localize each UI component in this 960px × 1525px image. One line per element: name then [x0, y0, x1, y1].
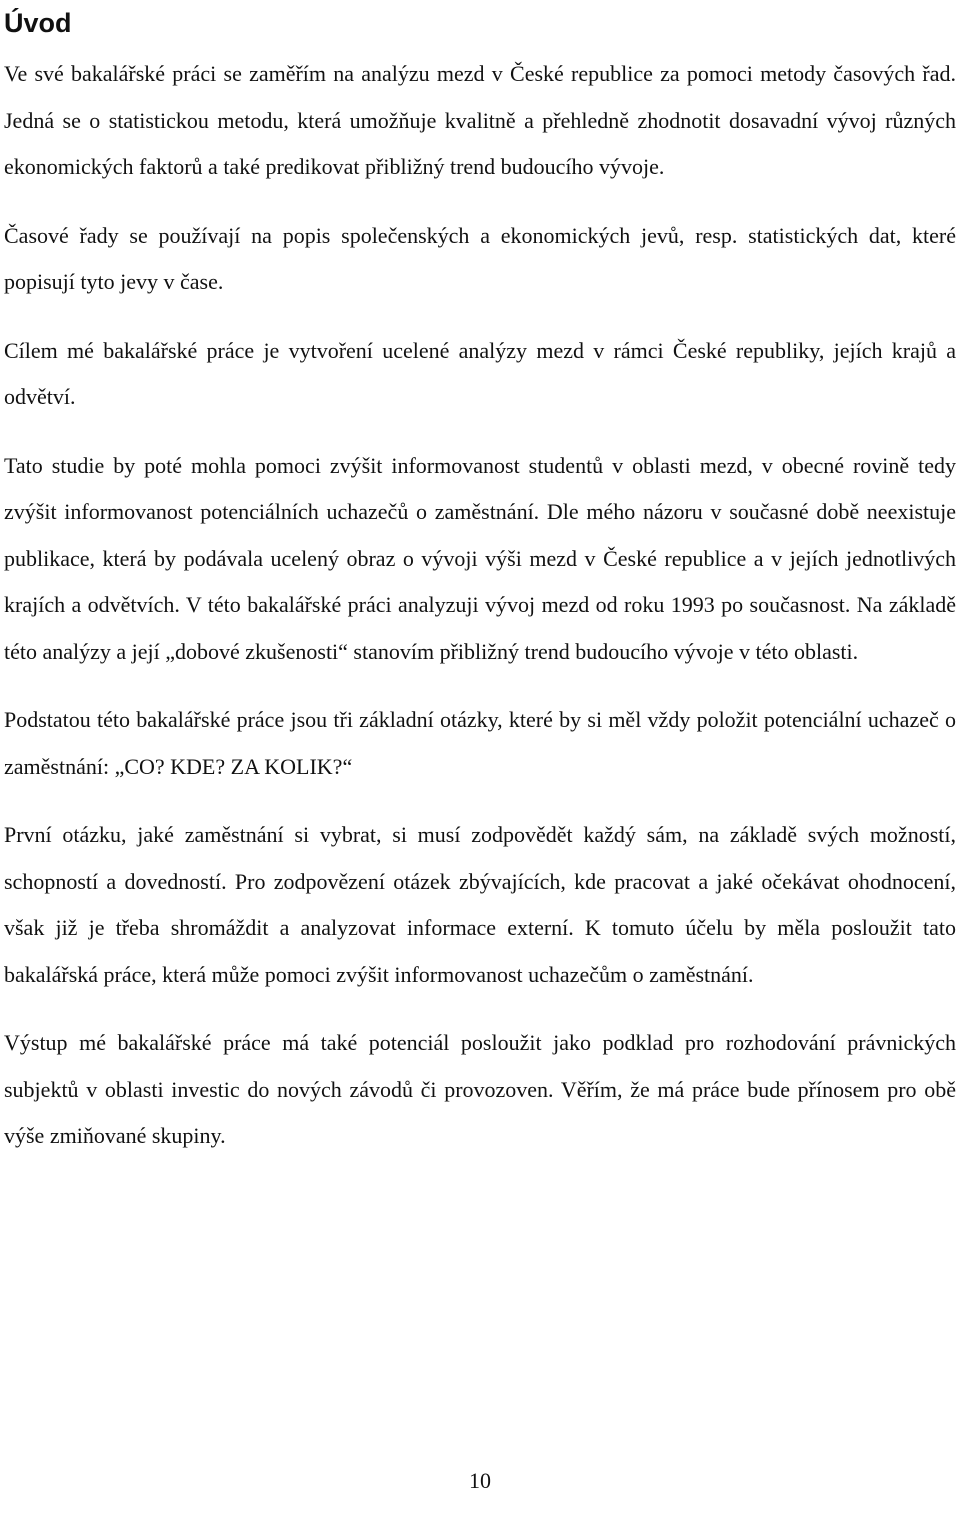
paragraph-questions: Podstatou této bakalářské práce jsou tři základní otázky, které by si měl vždy položit potenciální uchazeč o zaměstnání: „CO? KDE? ZA KOLIK?“	[4, 707, 956, 779]
paragraph-time-series: Časové řady se používají na popis společenských a ekonomických jevů, resp. statistických dat, které popisují tyto jevy v čase.	[4, 222, 956, 294]
paragraph-first-question: První otázku, jaké zaměstnání si vybrat, si musí zodpovědět každý sám, na základě svých možností, schopností a dovedností. Pro zodpovězení otázek zbývajících, kde pracovat a jaké očekávat ohodnocení, však již je třeba shromáždit a analyzovat informace externí. K tomuto účelu by měla posloužit tato bakalářská práce, která může pomoci zvýšit informovanost uchazečům o zaměstnání.	[4, 822, 956, 987]
paragraph-goal: Cílem mé bakalářské práce je vytvoření ucelené analýzy mezd v rámci České republiky, jejích krajů a odvětví.	[4, 337, 956, 409]
paragraph-study-purpose: Tato studie by poté mohla pomoci zvýšit informovanost studentů v oblasti mezd, v obecné rovině tedy zvýšit informovanost potenciálních uchazečů o zaměstnání. Dle mého názoru v současné době neexistuje publikace, která by podávala ucelený obraz o vývoji výši mezd v České republice a v jejích jednotlivých krajích a odvětvích. V této bakalářské práci analyzuji vývoj mezd od roku 1993 po současnost. Na základě této analýzy a její „dobové zkušenosti“ stanovím přibližný trend budoucího vývoje v této oblasti.	[4, 452, 956, 664]
paragraph-output: Výstup mé bakalářské práce má také potenciál posloužit jako podklad pro rozhodování právnických subjektů v oblasti investic do nových závodů či provozoven. Věřím, že má práce bude přínosem pro obě výše zmiňované skupiny.	[4, 1030, 956, 1148]
paragraph-intro: Ve své bakalářské práci se zaměřím na analýzu mezd v České republice za pomoci metody časových řad. Jedná se o statistickou metodu, která umožňuje kvalitně a přehledně zhodnotit dosavadní vývoj různých ekonomických faktorů a také predikovat přibližný trend budoucího vývoje.	[4, 61, 956, 179]
page-number: 10	[469, 1468, 491, 1493]
section-heading: Úvod	[4, 8, 72, 38]
document-page	[4, 0, 956, 1160]
